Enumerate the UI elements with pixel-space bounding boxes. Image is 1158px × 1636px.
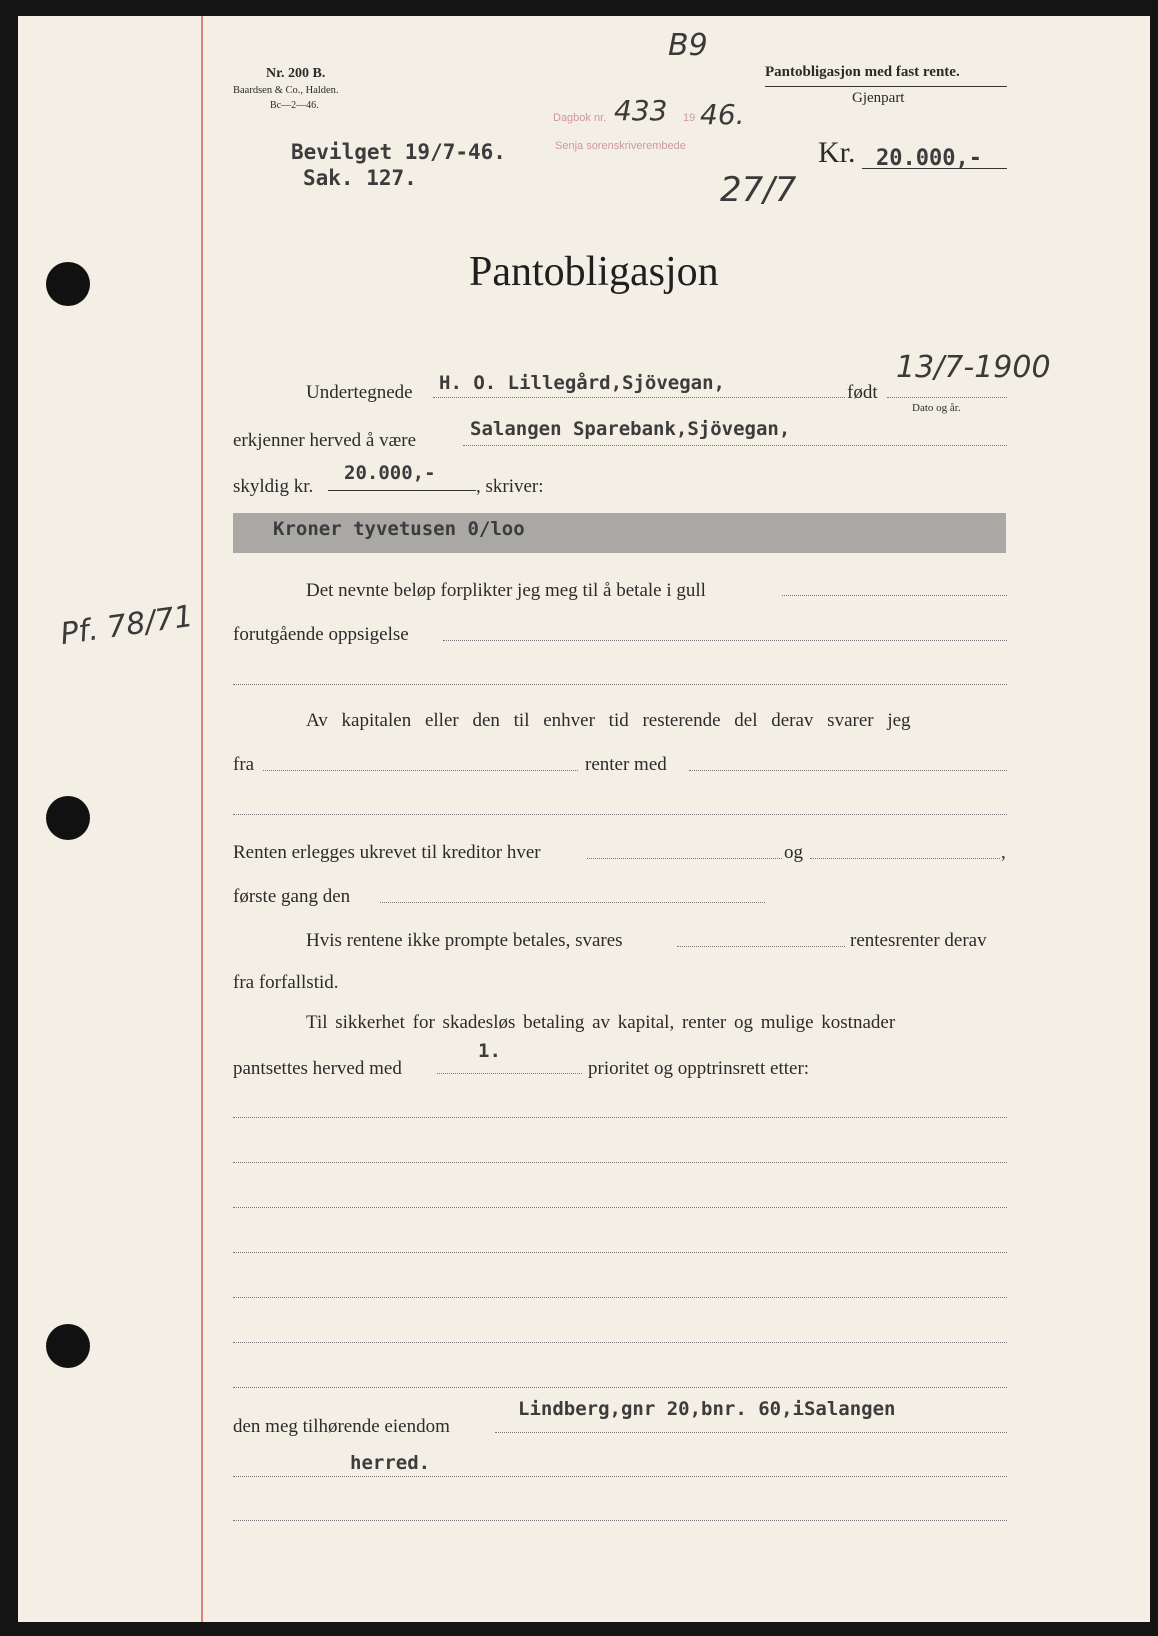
fill-line	[233, 814, 1007, 815]
writes-label: , skriver:	[476, 476, 544, 497]
registry-year-prefix: 19	[683, 112, 696, 124]
p3-line-1b: og	[784, 842, 803, 863]
p4-line-1b: rentesrenter derav	[850, 930, 987, 951]
fill-line	[810, 858, 1000, 859]
fill-line	[380, 902, 765, 903]
fill-line	[443, 640, 1007, 641]
fill-line	[233, 1207, 1007, 1208]
p2-interest: renter med	[585, 754, 667, 775]
property-label: den meg tilhørende eiendom	[233, 1416, 450, 1437]
p3-line-1c: ,	[1001, 842, 1006, 863]
fill-line	[887, 397, 1007, 398]
copy-label: Gjenpart	[852, 90, 905, 106]
form-number: Nr. 200 B.	[266, 66, 326, 81]
fill-line	[437, 1073, 582, 1074]
priority-value: 1.	[478, 1040, 501, 1062]
undersigned-label: Undertegnede	[306, 382, 413, 403]
registry-year: 46.	[700, 98, 745, 131]
fill-line	[782, 595, 1007, 596]
p5-line-1: Til sikkerhet for skadesløs betaling av kapital, renter og mulige kostnader	[306, 1012, 896, 1033]
amount-header-label: Kr.	[818, 136, 856, 169]
fill-line	[495, 1432, 1007, 1433]
amount-header-value: 20.000,-	[876, 146, 982, 171]
fill-line	[233, 1387, 1007, 1388]
registry-date: 27/7	[720, 170, 797, 210]
fill-line	[233, 1476, 1007, 1477]
handwritten-number: B9	[668, 28, 708, 63]
punch-hole	[46, 262, 90, 306]
fill-line	[463, 445, 1007, 446]
registry-stamp-label: Dagbok nr.	[553, 112, 607, 124]
amount-header-rule	[862, 168, 1007, 169]
fill-line	[677, 946, 845, 947]
margin-rule	[201, 16, 203, 1622]
p2-line-1: Av kapitalen eller den til enhver tid resterende del derav svarer jeg	[306, 710, 911, 731]
p1-line-2: forutgående oppsigelse	[233, 624, 409, 645]
printer-name: Baardsen & Co., Halden.	[233, 85, 339, 96]
amount-words: Kroner tyvetusen 0/loo	[273, 518, 525, 540]
property-value-2: herred.	[350, 1452, 431, 1474]
born-value: 13/7-1900	[896, 350, 1051, 385]
registry-number: 433	[614, 94, 668, 127]
margin-note: Pf. 78/71	[58, 598, 196, 653]
date-caption: Dato og år.	[912, 402, 961, 414]
born-label: født	[847, 382, 878, 403]
fill-line	[233, 1520, 1007, 1521]
property-value-1: Lindberg,gnr 20,bnr. 60,iSalangen	[518, 1398, 896, 1420]
fill-line	[233, 684, 1007, 685]
p3-line-1a: Renten erlegges ukrevet til kreditor hver	[233, 842, 541, 863]
p1-line-1: Det nevnte beløp forplikter jeg meg til å betale i gull	[306, 580, 706, 601]
p5-line-2a: pantsettes herved med	[233, 1058, 402, 1079]
fill-line	[233, 1252, 1007, 1253]
fill-line	[233, 1117, 1007, 1118]
fill-line	[587, 858, 782, 859]
owed-rule	[328, 490, 476, 491]
approval-line-2: Sak. 127.	[303, 166, 417, 190]
p2-from: fra	[233, 754, 255, 775]
fill-line	[233, 1297, 1007, 1298]
fill-line	[689, 770, 1007, 771]
document-title: Pantobligasjon	[469, 249, 719, 295]
approval-line-1: Bevilget 19/7-46.	[291, 140, 506, 164]
p4-line-2: fra forfallstid.	[233, 972, 339, 993]
fill-line	[233, 1162, 1007, 1163]
acknowledge-label: erkjenner herved å være	[233, 430, 417, 451]
form-title: Pantobligasjon med fast rente.	[765, 64, 960, 80]
p5-line-2b: prioritet og opptrinsrett etter:	[588, 1058, 810, 1079]
owed-value: 20.000,-	[344, 462, 436, 484]
form-title-rule	[765, 86, 1007, 87]
owed-label: skyldig kr.	[233, 476, 314, 497]
punch-hole	[46, 1324, 90, 1368]
fill-line	[263, 770, 578, 771]
undersigned-value: H. O. Lillegård,Sjövegan,	[439, 372, 725, 394]
p4-line-1a: Hvis rentene ikke prompte betales, svares	[306, 930, 623, 951]
fill-line	[433, 397, 845, 398]
registry-stamp-court: Senja sorenskriverembede	[555, 140, 686, 152]
p3-line-2: første gang den	[233, 886, 351, 907]
creditor-value: Salangen Sparebank,Sjövegan,	[470, 418, 791, 440]
punch-hole	[46, 796, 90, 840]
print-code: Bc—2—46.	[270, 100, 319, 111]
fill-line	[233, 1342, 1007, 1343]
